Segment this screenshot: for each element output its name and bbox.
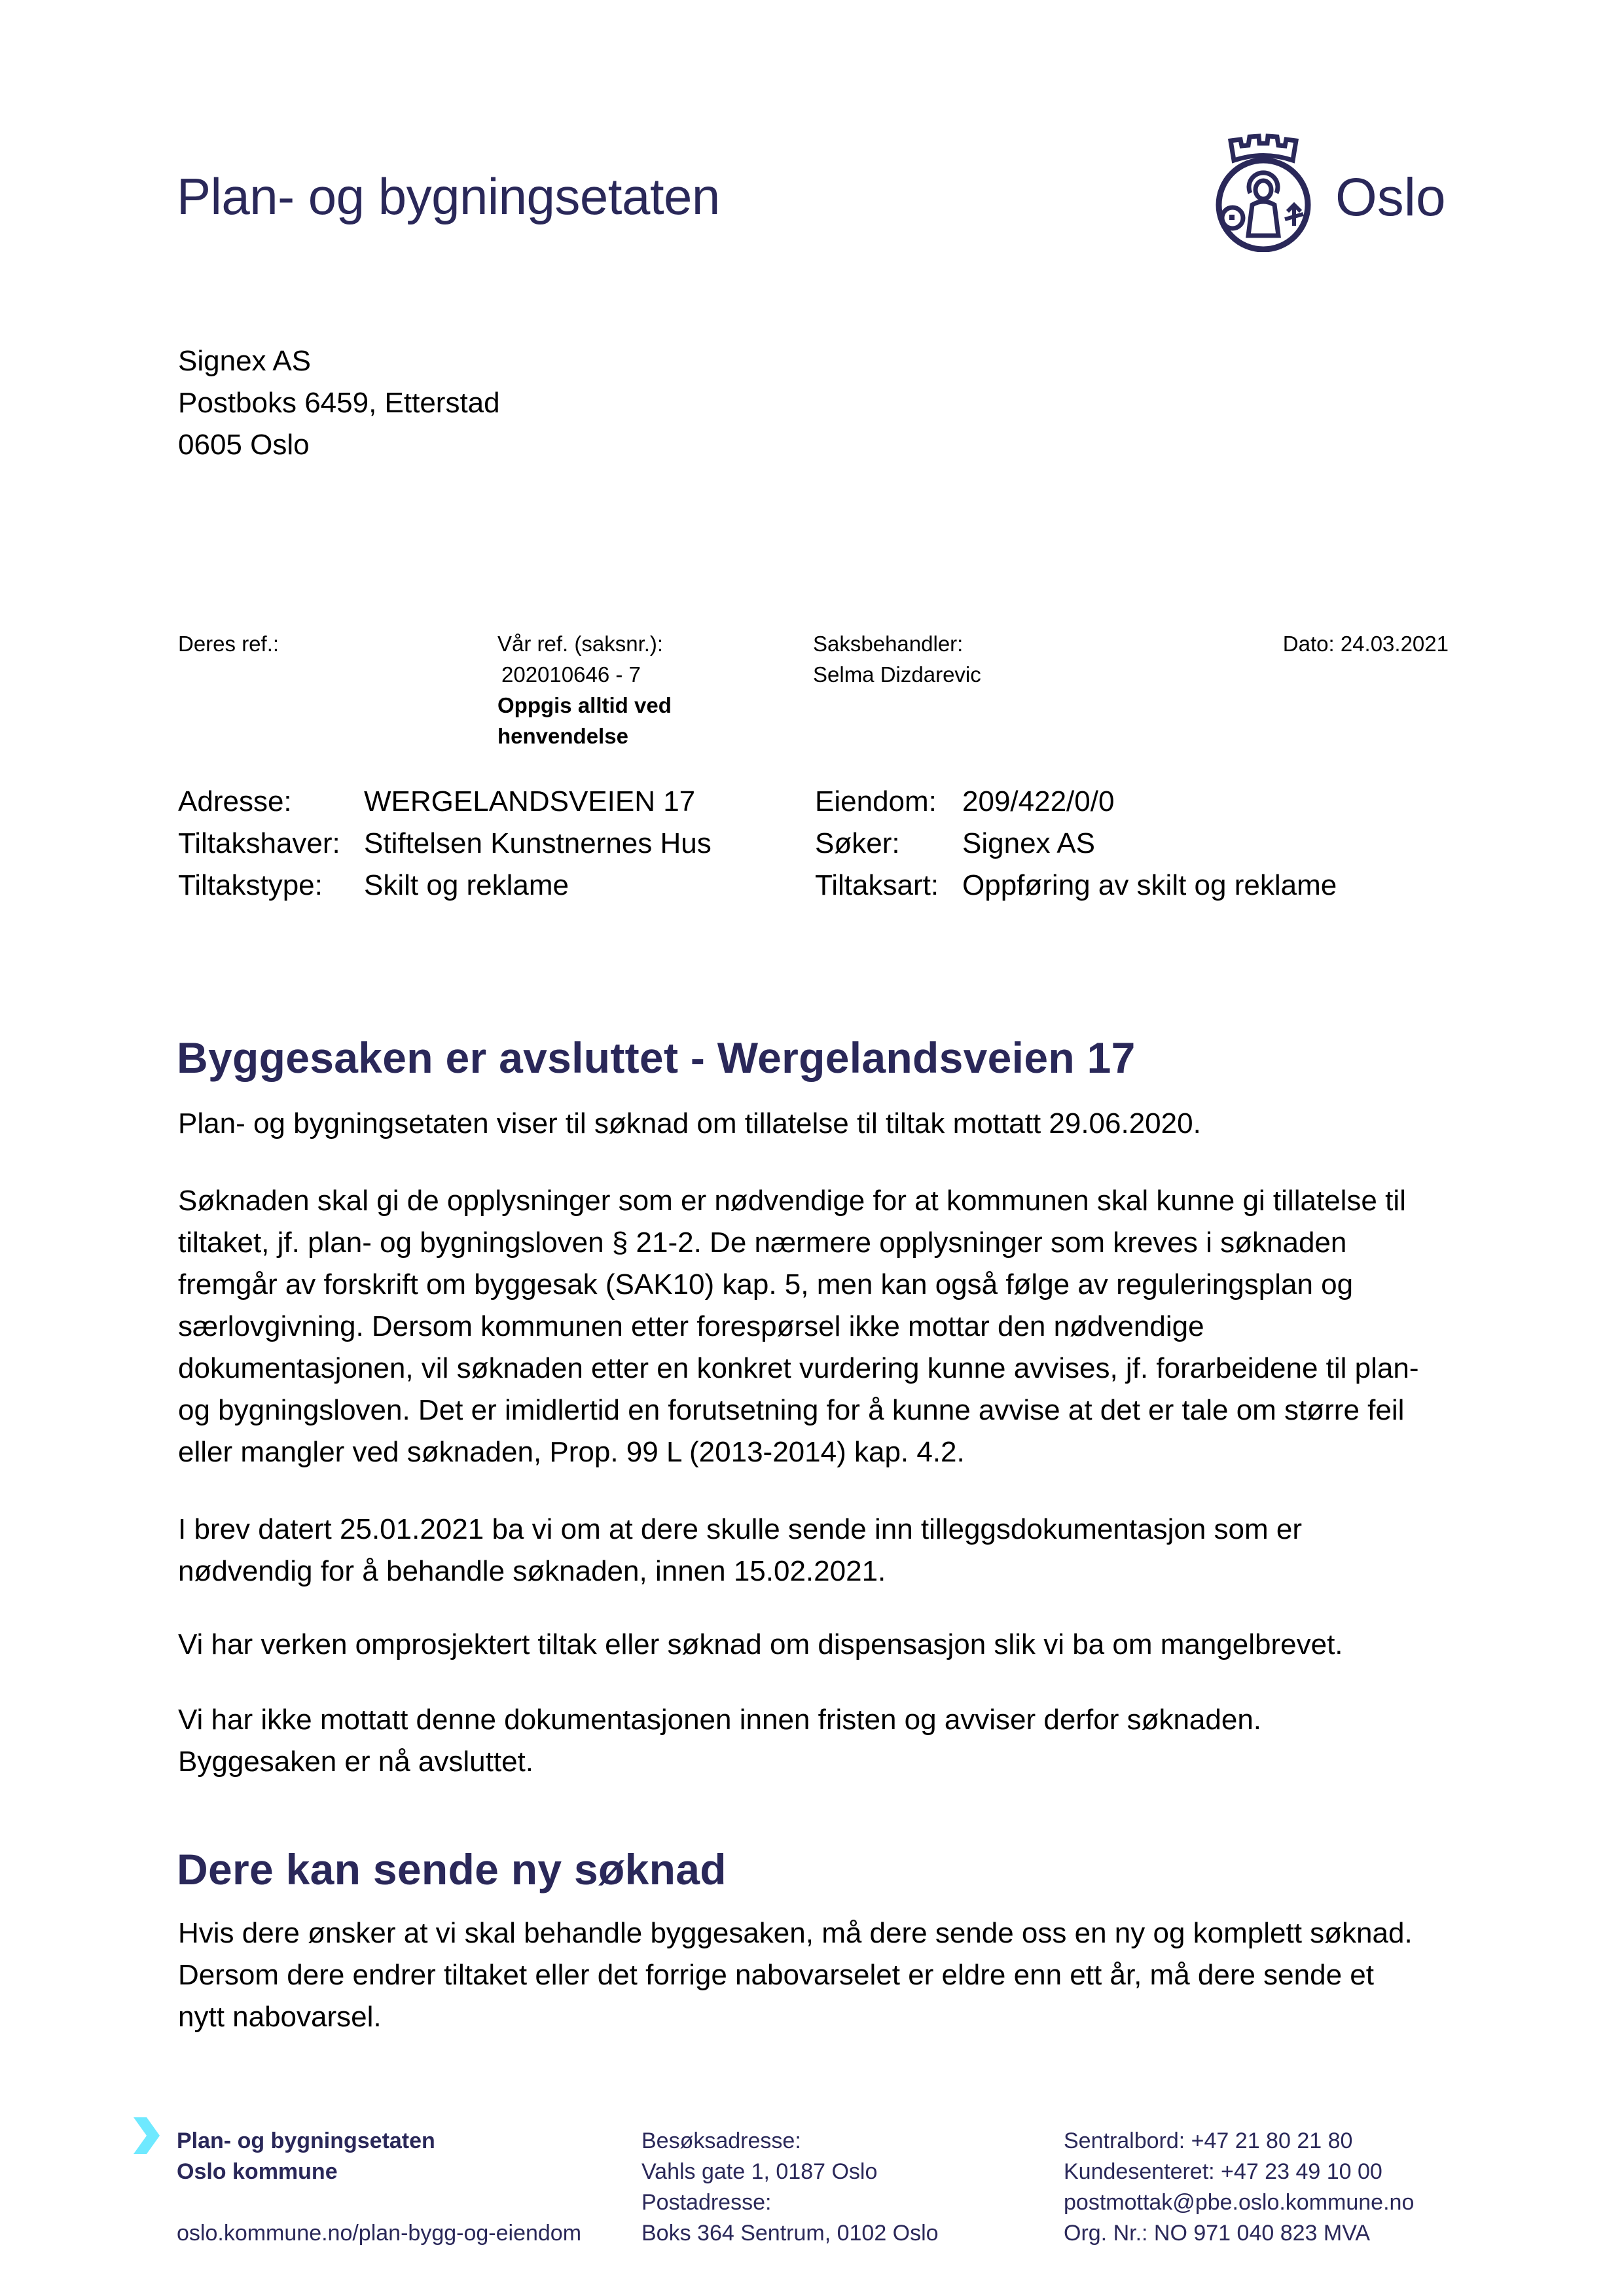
- meta-value: Signex AS: [962, 827, 1096, 859]
- var-ref-note-line2: henvendelse: [497, 724, 628, 748]
- meta-label: Adresse:: [178, 785, 292, 817]
- saksbehandler-value: Selma Dizdarevic: [813, 662, 981, 687]
- paragraph-line: tiltaket, jf. plan- og bygningsloven § 21-2. De nærmere opplysninger som kreves i søknaden: [178, 1227, 1347, 1259]
- meta-row-adresse: [178, 781, 712, 823]
- paragraph-line: Dersom dere endrer tiltaket eller det forrige nabovarselet er eldre enn ett år, må dere sende et: [178, 1959, 1374, 1991]
- heading-new-application: Dere kan sende ny søknad: [177, 1845, 727, 1893]
- deres-ref-label: Deres ref.:: [178, 632, 280, 656]
- meta-value: Oppføring av skilt og reklame: [962, 869, 1337, 901]
- paragraph-line: nødvendig for å behandle søknaden, innen 15.02.2021.: [178, 1555, 886, 1587]
- paragraph-line: dokumentasjonen, vil søknaden etter en konkret vurdering kunne avvises, jf. forarbeidene til plan-: [178, 1352, 1419, 1384]
- intro-paragraph: Plan- og bygningsetaten viser til søknad om tillatelse til tiltak mottatt 29.06.2020.: [178, 1107, 1201, 1139]
- dato-value: 24.03.2021: [1340, 632, 1449, 656]
- paragraph-requirements: [178, 1180, 1454, 1473]
- meta-value: Stiftelsen Kunstnernes Hus: [364, 827, 712, 859]
- footer-email-link[interactable]: postmottak@pbe.oslo.kommune.no: [1064, 2190, 1415, 2215]
- chevron-right-icon: [131, 2117, 162, 2154]
- recipient-name: Signex AS: [178, 345, 312, 377]
- meta-row-eiendom: [815, 781, 1337, 823]
- recipient-address: [178, 340, 500, 466]
- case-meta-right: [815, 781, 1337, 906]
- paragraph-line: og bygningsloven. Det er imidlertid en forutsetning for å kunne avvise at det er tale om større feil: [178, 1394, 1405, 1426]
- paragraph-line: Vi har ikke mottatt denne dokumentasjonen innen fristen og avviser derfor søknaden.: [178, 1704, 1262, 1736]
- dato: [1283, 628, 1449, 659]
- footer-website-link[interactable]: oslo.kommune.no/plan-bygg-og-eiendom: [177, 2221, 582, 2246]
- paragraph-rejection: [178, 1699, 1454, 1783]
- meta-value: Skilt og reklame: [364, 869, 569, 901]
- paragraph-line: Vi har verken omprosjektert tiltak eller søknad om dispensasjon slik vi ba om mangelbrevet.: [178, 1628, 1343, 1660]
- footer-visit-label: Besøksadresse:: [641, 2128, 801, 2153]
- meta-row-tiltakshaver: [178, 823, 712, 865]
- footer-post-address: Boks 364 Sentrum, 0102 Oslo: [641, 2221, 939, 2246]
- meta-label: Tiltaksart:: [815, 869, 939, 901]
- paragraph-line: Hvis dere ønsker at vi skal behandle byggesaken, må dere sende oss en ny og komplett søknad.: [178, 1917, 1413, 1949]
- footer-post-label: Postadresse:: [641, 2190, 772, 2215]
- paragraph-line: særlovgivning. Dersom kommunen etter forespørsel ikke mottar den nødvendige: [178, 1310, 1204, 1342]
- footer-org: [177, 2126, 581, 2249]
- meta-label: Tiltakstype:: [178, 869, 323, 901]
- case-meta-left: [178, 781, 712, 906]
- meta-row-soker: [815, 823, 1337, 865]
- footer-visit-address: Vahls gate 1, 0187 Oslo: [641, 2159, 878, 2184]
- footer-org-name: Plan- og bygningsetaten: [177, 2128, 435, 2153]
- footer-contact: [1064, 2126, 1414, 2249]
- var-ref-label: Vår ref. (saksnr.):: [497, 632, 664, 656]
- footer-org-number: Org. Nr.: NO 971 040 823 MVA: [1064, 2221, 1371, 2246]
- paragraph-new-application: [178, 1912, 1454, 2038]
- saksbehandler-label: Saksbehandler:: [813, 632, 964, 656]
- footer-municipality: Oslo kommune: [177, 2159, 338, 2184]
- logo-text: Oslo: [1335, 168, 1446, 227]
- footer-addresses: [641, 2126, 939, 2249]
- meta-row-tiltaksart: [815, 865, 1337, 906]
- meta-label: Tiltakshaver:: [178, 827, 340, 859]
- var-ref-note-line1: Oppgis alltid ved: [497, 693, 672, 717]
- paragraph-letter-reference: [178, 1509, 1454, 1592]
- paragraph-line: Søknaden skal gi de opplysninger som er nødvendige for at kommunen skal kunne gi tillatelse til: [178, 1185, 1406, 1217]
- dato-label: Dato:: [1282, 632, 1335, 656]
- meta-value: WERGELANDSVEIEN 17: [364, 785, 696, 817]
- org-title: Plan- og bygningsetaten: [177, 168, 720, 225]
- footer-switchboard: Sentralbord: +47 21 80 21 80: [1064, 2128, 1353, 2153]
- paragraph-line: eller mangler ved søknaden, Prop. 99 L (2013-2014) kap. 4.2.: [178, 1436, 965, 1468]
- meta-row-tiltakstype: [178, 865, 712, 906]
- paragraph-line: Byggesaken er nå avsluttet.: [178, 1746, 533, 1778]
- recipient-address-line2: 0605 Oslo: [178, 429, 310, 461]
- var-ref: [497, 628, 672, 751]
- deres-ref: [178, 628, 279, 659]
- footer-customer-center: Kundesenteret: +47 23 49 10 00: [1064, 2159, 1382, 2184]
- paragraph-line: fremgår av forskrift om byggesak (SAK10) kap. 5, men kan også følge av reguleringsplan og: [178, 1268, 1354, 1300]
- footer-spacer: [177, 2187, 581, 2218]
- meta-label: Søker:: [815, 827, 900, 859]
- recipient-address-line1: Postboks 6459, Etterstad: [178, 387, 500, 419]
- meta-label: Eiendom:: [815, 785, 937, 817]
- var-ref-value: 202010646 - 7: [501, 662, 641, 687]
- paragraph-line: I brev datert 25.01.2021 ba vi om at dere skulle sende inn tilleggsdokumentasjon som er: [178, 1513, 1303, 1545]
- paragraph-line: nytt nabovarsel.: [178, 2001, 382, 2033]
- heading-case-closed: Byggesaken er avsluttet - Wergelandsveien 17: [177, 1033, 1136, 1082]
- paragraph-not-received: [178, 1624, 1454, 1666]
- meta-value: 209/422/0/0: [962, 785, 1115, 817]
- saksbehandler: [813, 628, 981, 690]
